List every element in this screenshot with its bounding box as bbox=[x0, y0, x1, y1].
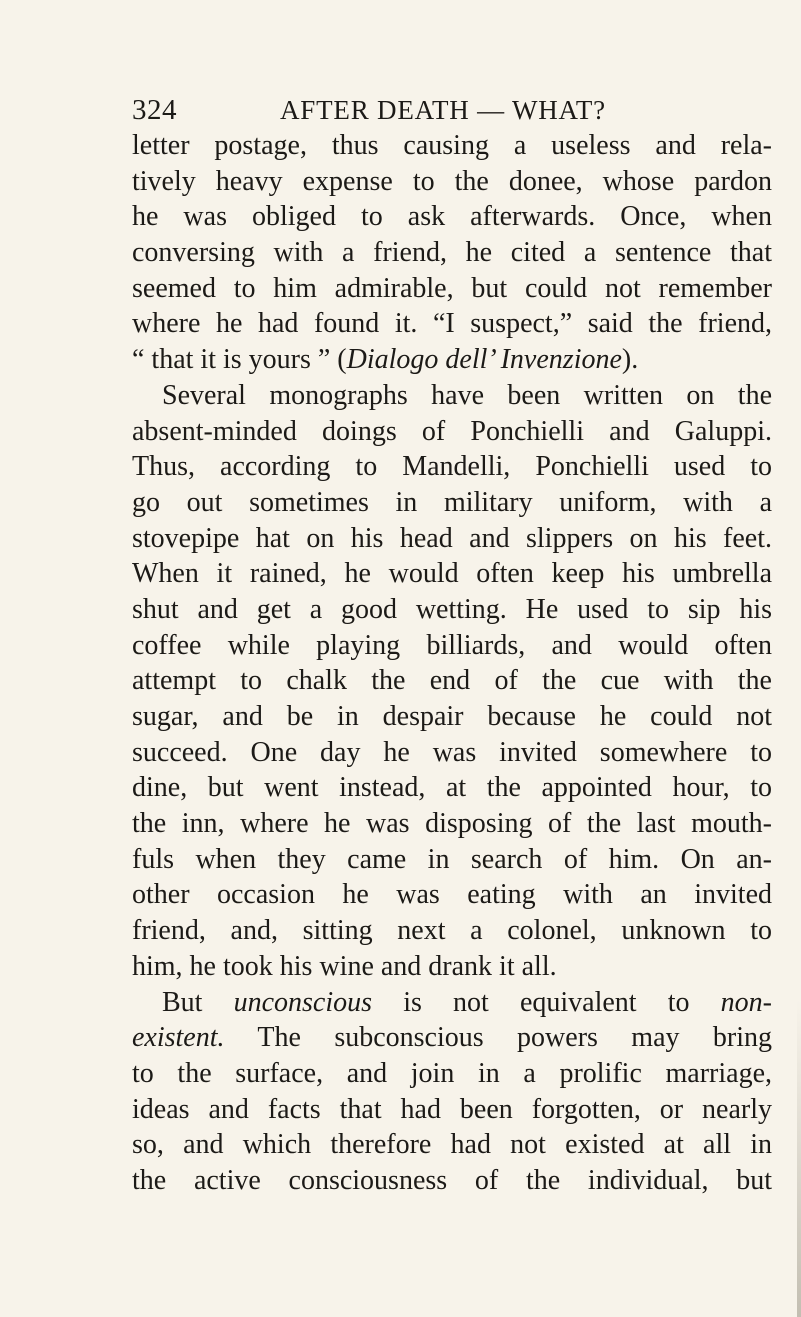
italic-text: existent. bbox=[132, 1022, 225, 1054]
running-title: AFTER DEATH — WHAT? bbox=[280, 95, 606, 125]
text-segment: is not equivalent to bbox=[372, 986, 721, 1018]
text-segment: fuls when they came in search of him. On an- bbox=[132, 843, 772, 875]
italic-text: unconscious bbox=[233, 986, 373, 1018]
text-line bbox=[132, 1092, 772, 1128]
text-segment: attempt to chalk the end of the cue with the bbox=[132, 665, 772, 697]
text-segment: “ that it is yours ” ( bbox=[132, 344, 347, 376]
text-line bbox=[132, 1056, 772, 1092]
text-line bbox=[132, 271, 772, 307]
text-line bbox=[132, 735, 772, 771]
text-line bbox=[132, 164, 772, 200]
text-segment: succeed. One day he was invited somewhere to bbox=[132, 736, 772, 768]
text-segment: other occasion he was eating with an invited bbox=[132, 879, 772, 911]
text-segment: Several monographs have been written on the bbox=[162, 379, 772, 411]
text-line bbox=[132, 485, 772, 521]
text-line bbox=[132, 235, 772, 271]
text-line bbox=[132, 877, 772, 913]
text-line bbox=[132, 306, 772, 342]
text-segment: When it rained, he would often keep his umbrella bbox=[132, 558, 772, 590]
text-line bbox=[132, 128, 772, 164]
text-line bbox=[132, 342, 772, 378]
text-segment: the inn, where he was disposing of the last mouth- bbox=[132, 808, 772, 840]
text-line bbox=[132, 592, 772, 628]
text-line bbox=[132, 985, 772, 1021]
text-segment: letter postage, thus causing a useless and rela- bbox=[132, 130, 772, 161]
text-line bbox=[132, 414, 772, 450]
text-line bbox=[132, 449, 772, 485]
text-segment: shut and get a good wetting. He used to sip his bbox=[132, 593, 772, 625]
text-segment: the active consciousness of the individual, but bbox=[132, 1164, 772, 1196]
text-line bbox=[132, 378, 772, 414]
text-segment: absent-minded doings of Ponchielli and Galuppi. bbox=[132, 415, 772, 447]
text-segment: he was obliged to ask afterwards. Once, when bbox=[132, 201, 772, 233]
text-line bbox=[132, 842, 772, 878]
text-segment: ideas and facts that had been forgotten, or nearly bbox=[132, 1093, 772, 1125]
text-segment: him, he took his wine and drank it all. bbox=[132, 950, 557, 982]
text-segment: The subconscious powers may bring bbox=[224, 1022, 772, 1054]
text-segment: sugar, and be in despair because he could not bbox=[132, 701, 772, 732]
text-line bbox=[132, 628, 772, 664]
body-text bbox=[132, 128, 772, 1199]
page-edge-shadow bbox=[797, 1000, 801, 1317]
italic-text: Dialogo dell’ Invenzione bbox=[346, 344, 622, 376]
text-line bbox=[132, 663, 772, 699]
text-segment: conversing with a friend, he cited a sentence that bbox=[132, 237, 772, 269]
text-line bbox=[132, 770, 772, 806]
text-line bbox=[132, 1020, 772, 1056]
text-segment: stovepipe hat on his head and slippers on his feet. bbox=[132, 522, 772, 554]
text-line bbox=[132, 949, 772, 985]
text-line bbox=[132, 1127, 772, 1163]
text-line bbox=[132, 1163, 772, 1199]
text-line bbox=[132, 913, 772, 949]
text-segment: where he had found it. “I suspect,” said the friend, bbox=[132, 308, 772, 340]
text-segment: friend, and, sitting next a colonel, unknown to bbox=[132, 915, 772, 947]
text-segment: tively heavy expense to the donee, whose pardon bbox=[132, 165, 772, 197]
text-segment: coffee while playing billiards, and would often bbox=[132, 629, 772, 661]
text-segment: to the surface, and join in a prolific marriage, bbox=[132, 1057, 772, 1089]
text-segment: so, and which therefore had not existed at all in bbox=[132, 1129, 772, 1161]
text-segment: go out sometimes in military uniform, with a bbox=[132, 486, 772, 518]
text-line bbox=[132, 521, 772, 557]
text-segment: ). bbox=[621, 344, 639, 376]
text-line bbox=[132, 199, 772, 235]
running-head bbox=[132, 90, 772, 130]
text-line bbox=[132, 556, 772, 592]
text-line bbox=[132, 699, 772, 735]
text-segment: But bbox=[162, 986, 234, 1018]
text-segment: Thus, according to Mandelli, Ponchielli used to bbox=[132, 451, 772, 483]
italic-text: non- bbox=[720, 986, 772, 1018]
page-number: 324 bbox=[132, 94, 177, 126]
text-segment: seemed to him admirable, but could not remember bbox=[132, 272, 772, 304]
text-line bbox=[132, 806, 772, 842]
text-segment: dine, but went instead, at the appointed hour, to bbox=[132, 772, 772, 804]
